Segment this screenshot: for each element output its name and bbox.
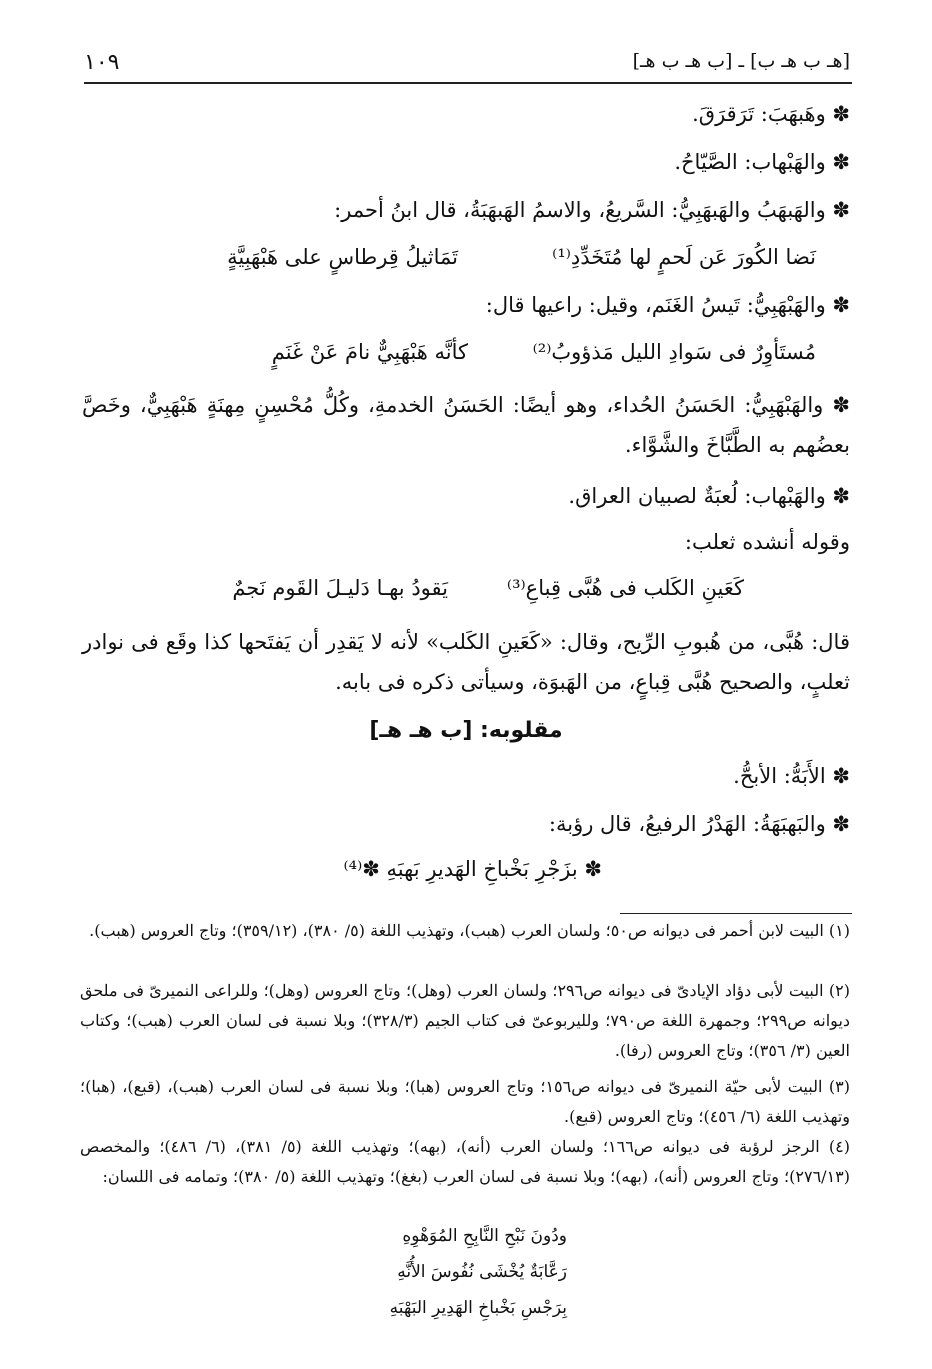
- section-title: [هـ ب هـ ب] ـ [ب هـ ب هـ]: [632, 50, 850, 72]
- poem-line-2: رَعَّابَةٌ يُخْشَى نُفُوسَ الأُنَّهِ: [397, 1262, 567, 1282]
- verse-2-second-hemistich: مُستَأوِرٌ فى سَوادِ الليل مَذؤوبُ⁽²⁾: [532, 340, 816, 364]
- paragraph-10: ✽ والبَهبَهَةُ: الهَدْرُ الرفيعُ، قال رؤبة:: [548, 812, 850, 836]
- footnote-2: (٢) البيت لأبى دؤاد الإيادىّ فى ديوانه ص٢٩٦؛ ولسان العرب (وهل)؛ وتاج العروس (وهل)؛ وللراعى النميرىّ فى ملحق ديوانه ص٢٩٩؛ وجمهرة اللغة ص٧٩٠؛ ولليربوعىّ فى كتاب الجيم (٣٢٨/٣)؛ وبلا نسبة فى لسان العرب (هبب)؛ وكتاب العين (٣/ ٣٥٦)؛ وتاج العروس (رفا).: [80, 981, 851, 1060]
- verse-3-second-hemistich: كَعَينِ الكَلب فى هُبَّى قِباعِ⁽³⁾: [506, 576, 744, 600]
- header-divider: [84, 82, 852, 84]
- footnote-4: (٤) الرجز لرؤبة فى ديوانه ص١٦٦؛ ولسان العرب (أنه)، (بهه)؛ وتهذيب اللغة (٥/ ٣٨١)، (٦/ ٤٨٦)؛ والمخصص (٢٧٦/١٣)؛ وتاج العروس (أنه)، (بهه)؛ وبلا نسبة فى لسان العرب (بغغ)؛ وتهذيب اللغة (٥/ ٣٨٠)؛ وتمامه فى اللسان:: [80, 1137, 850, 1186]
- paragraph-9: ✽ الأَبَهُّ: الأبحُّ.: [733, 764, 850, 788]
- verse-1-second-hemistich: نَضا الكُورَ عَن لَحمٍ لها مُتَخَدِّدِ⁽¹⁾: [552, 245, 816, 269]
- verse-1-first-hemistich: تَمَاثيلُ قِرطاسٍ على هَبْهَبِيَّةٍ: [227, 245, 458, 269]
- verse-4: ✽ بزَجْرِ بَخْباخِ الهَديرِ بَهبَهِ ✽⁽⁴⁾: [343, 857, 602, 881]
- verse-3-first-hemistich: يَقودُ بهـا دَليـلَ القَوم نَجمٌ: [232, 576, 448, 600]
- paragraph-3: ✽ والهَبهَبُ والهَبهَبِيُّ: السَّريعُ، والاسمُ الهَبهَبَةُ، قال ابنُ أحمر:: [334, 198, 850, 222]
- paragraph-2: ✽ والهَبْهاب: الصَّيّاحُ.: [674, 150, 850, 174]
- paragraph-4: ✽ والهَبْهَبِيُّ: تَيسُ الغَنَم، وقيل: راعيها قال:: [485, 293, 850, 317]
- footnote-3: (٣) البيت لأبى حيّة النميرىّ فى ديوانه ص١٥٦؛ وتاج العروس (هبا)؛ وبلا نسبة فى لسان العرب (هبب)، (قبع)، (هبا)؛ وتهذيب اللغة (٦/ ٤٥٦)؛ وتاج العروس (قبع).: [80, 1077, 850, 1126]
- footnote-1: (١) البيت لابن أحمر فى ديوانه ص٥٠؛ ولسان العرب (هبب)، وتهذيب اللغة (٥/ ٣٨٠)، (٣٥٩/١٢)؛ وتاج العروس (هبب).: [89, 921, 850, 940]
- paragraph-1: ✽ وهَبهَبَ: تَرَقرَقَ.: [692, 102, 850, 126]
- section-heading: مقلوبه: [ب هـ هـ]: [369, 718, 563, 743]
- poem-line-1: ودُونَ نَبْحِ النَّابِحِ المُوَهْوِهِ: [402, 1226, 567, 1246]
- page-number: ١٠٩: [84, 50, 120, 75]
- poem-line-3: بِرَجْسِ بَخْباخِ الهَدِيرِ البَهْبَهِ: [389, 1298, 567, 1318]
- footnote-divider: [620, 913, 852, 914]
- paragraph-7: وقوله أنشده ثعلب:: [684, 530, 850, 554]
- verse-2-first-hemistich: كأنَّه هَبْهَبِيٌّ نامَ عَنْ غَنَمٍ: [271, 340, 468, 364]
- paragraph-6: ✽ والهَبْهاب: لُعبَةٌ لصبيان العراق.: [568, 484, 850, 508]
- paragraph-8: قال: هُبَّى، من هُبوبِ الرِّيح، وقال: «كَعَينِ الكَلب» لأنه لا يَقدِر أن يَفتَحها كذا وقَع فى نوادر ثعلبٍ، والصحيح هُبَّى قِباعٍ، من الهَبوَة، وسيأتى ذكره فى بابه.: [82, 630, 850, 694]
- paragraph-5: ✽ والهَبْهَبِيُّ: الحَسَنُ الحُداء، وهو أيضًا: الحَسَنُ الخدمةِ، وكُلُّ مُحْسِنٍ مِهنَةٍ هَبْهَبِيٌّ، وخَصَّ بعضُهم به الطَّبَّاخَ والشَّوَّاء.: [82, 393, 850, 457]
